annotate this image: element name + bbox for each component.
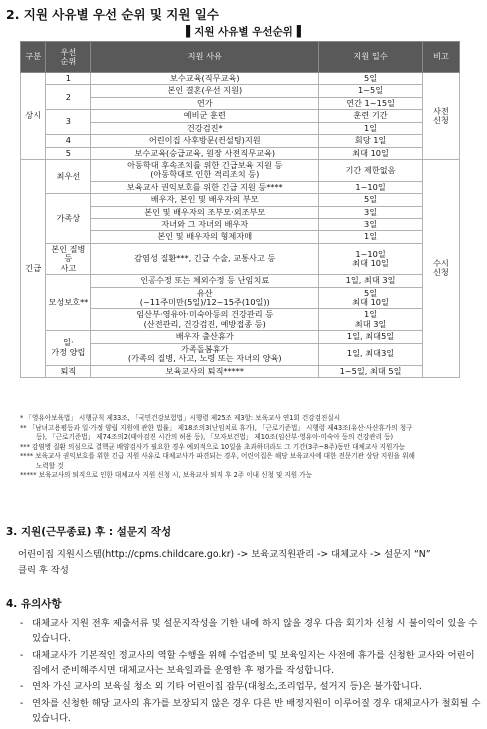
header-category: 구분 — [21, 42, 46, 73]
days-cell: 기간 제한없음 — [319, 159, 423, 181]
table-row — [21, 365, 460, 377]
days-cell: 1일, 최대5일 — [319, 331, 423, 343]
section3-heading: 3. 지원(근무종료) 후 : 설문지 작성 — [6, 526, 172, 538]
days-cell: 1일 최대 3일 — [319, 309, 423, 331]
days-cell: 회당 1일 — [319, 135, 423, 147]
section2-heading: 2. 지원 사유별 우선 순위 및 지원 일수 — [6, 7, 219, 22]
footnote: ***** 보육교사의 퇴직으로 인한 대체교사 지원 신청 시, 보육교사 퇴직 후 2주 이내 신청 및 지원 가능 — [20, 471, 312, 480]
footnotes — [20, 414, 480, 481]
days-cell: 1~5일, 최대 5일 — [319, 365, 423, 377]
reason-cell: 본인 및 배우자의 조부모·외조부모 — [91, 206, 319, 218]
category-resign: 퇴직 — [46, 365, 91, 377]
caution-list — [16, 616, 482, 727]
note-any-time: 수시 신청 — [422, 159, 459, 377]
reason-cell: 유산 (~11주미만(5일)/12~15주(10일)) — [91, 287, 319, 309]
table-row — [21, 73, 460, 85]
reason-cell: 보육교사 권익보호를 위한 긴급 지원 등**** — [91, 181, 319, 193]
days-cell: 3일 — [319, 219, 423, 231]
days-cell: 1일, 최대3일 — [319, 343, 423, 365]
rank-cell: 5 — [46, 147, 91, 159]
rank-cell: 4 — [46, 135, 91, 147]
reason-cell: 예비군 훈련 — [91, 110, 319, 122]
table-row — [21, 275, 460, 287]
reason-cell: 인공수정 또는 체외수정 등 난임치료 — [91, 275, 319, 287]
list-item: - 대체교사 지원 전후 제출서류 및 설문지작성을 기한 내에 하지 않을 경우 다음 회기차 신청 시 불이익이 있을 수 있습니다. — [16, 616, 482, 647]
rank-cell: 2 — [46, 85, 91, 110]
days-cell: 5일 — [319, 73, 423, 85]
note-post-apply: 사전 신청 — [422, 73, 459, 160]
reason-cell: 어린이집 사후방문(컨설팅)지원 — [91, 135, 319, 147]
table-row — [21, 159, 460, 181]
header-note: 비고 — [422, 42, 459, 73]
section4-heading: 4. 유의사항 — [6, 598, 62, 610]
reason-cell: 자녀와 그 자녀의 배우자 — [91, 219, 319, 231]
days-cell: 훈련 기간 — [319, 110, 423, 122]
days-cell: 1일, 최대 3일 — [319, 275, 423, 287]
footnote: **** 보육교사 권익보호를 위한 긴급 지원 사유로 대체교사가 파견되는 경우, 어린이집은 해당 보육교사에 대한 전문기관 상담 지원을 위해 — [20, 452, 415, 461]
footnote: * 「영유아보육법」 시행규칙 제33조, 「국민건강보험법」시행령 제25조 제3항: 보육교사 연1회 건강검진실시 — [20, 414, 341, 422]
reason-cell: 보수교육(승급교육, 원장 사전직무교육) — [91, 147, 319, 159]
reason-cell: 연가 — [91, 97, 319, 109]
days-cell: 1일 — [319, 231, 423, 243]
reason-cell: 임산부·영유아·미숙아등의 건강관리 등 (산전관리, 건강검진, 예방접종 등) — [91, 309, 319, 331]
table-row — [21, 147, 460, 159]
table-row — [21, 110, 460, 122]
table-row — [21, 331, 460, 343]
reason-cell: 보수교육(직무교육) — [91, 73, 319, 85]
days-cell: 3일 — [319, 206, 423, 218]
days-cell: 연간 1~15일 — [319, 97, 423, 109]
reason-cell: 아동학대 후속조치를 위한 긴급보육 지원 등 (아동학대로 인한 격리조치 등) — [91, 159, 319, 181]
survey-instructions — [18, 547, 478, 579]
days-cell: 1~10일 — [319, 181, 423, 193]
days-cell: 최대 10일 — [319, 147, 423, 159]
reason-cell: 배우자 출산휴가 — [91, 331, 319, 343]
header-rank: 우선 순위 — [46, 42, 91, 73]
category-maternity: 모성보호** — [46, 275, 91, 331]
header-days: 지원 일수 — [319, 42, 423, 73]
reason-cell: 보육교사의 퇴직***** — [91, 365, 319, 377]
table-caption: ▌지원 사유별 우선순위▐ — [186, 26, 301, 38]
category-family: 가족상 — [46, 194, 91, 244]
group-urgent: 긴급 — [21, 159, 46, 377]
reason-cell: 감염성 질환***, 긴급 수술, 교통사고 등 — [91, 243, 319, 274]
group-regular: 상시 — [21, 73, 46, 160]
reason-cell: 건강검진* — [91, 122, 319, 134]
days-cell: 5일 — [319, 194, 423, 206]
rank-cell: 1 — [46, 73, 91, 85]
table-row — [21, 85, 460, 97]
reason-cell: 가족돌봄휴가 (가족의 질병, 사고, 노령 또는 자녀의 양육) — [91, 343, 319, 365]
table-row — [21, 243, 460, 274]
list-item: - 대체교사가 기본적인 정교사의 역할 수행을 위해 수업준비 및 보육일지는 사전에 휴가를 신청한 교사와 어린이집에서 준비해주시면 대체교사는 보육일과를 운영한 후 평가를 작성합니다. — [16, 648, 482, 679]
table-row — [21, 135, 460, 147]
days-cell: 1~10일 최대 10일 — [319, 243, 423, 274]
reason-cell: 본인 결혼(우선 지원) — [91, 85, 319, 97]
days-cell: 1일 — [319, 122, 423, 134]
days-cell: 5일 최대 10일 — [319, 287, 423, 309]
list-item: - 연차를 신청한 해당 교사의 휴가를 보장되지 않은 경우 다른 반 배정지원이 이루어질 경우 대체교사가 철회될 수 있습니다. — [16, 696, 482, 727]
category-illness: 본인 질병 등 사고 — [46, 243, 91, 274]
table-header-row — [21, 42, 460, 73]
table-row — [21, 194, 460, 206]
survey-click-line: 클릭 후 작성 — [18, 564, 69, 576]
category-top-priority: 최우선 — [46, 159, 91, 193]
reason-cell: 본인 및 배우자의 형제자매 — [91, 231, 319, 243]
header-reason: 지원 사유 — [91, 42, 319, 73]
priority-table — [20, 41, 460, 378]
footnote: 노력할 것 — [36, 461, 64, 470]
category-work-family: 일· 가정 양립 — [46, 331, 91, 365]
footnote: 등), 「근로기준법」 제74조의2(태아검진 시간의 허용 등), 「모자보건법」 제10조(임산부·영유아·미숙아 등의 건강관리 등) — [36, 433, 394, 442]
rank-cell: 3 — [46, 110, 91, 135]
survey-path-line: 어린이집 지원시스템(http://cpms.childcare.go.kr) -> 보육교직원관리 -> 대체교사 -> 설문지 “N” — [18, 549, 431, 560]
footnote: ** 「남녀고용평등과 일·가정 양립 지원에 관한 법률」 제18조의3(난임치료 휴가), 「근로기준법」 시행령 제43조(유산·사산휴가의 청구 — [20, 423, 413, 432]
reason-cell: 배우자, 본인 및 배우자의 부모 — [91, 194, 319, 206]
list-item: - 연차 가신 교사의 보육실 청소 외 기타 어린이집 잡무(대청소,조리업무, 설거지 등)은 불가합니다. — [16, 679, 482, 694]
days-cell: 1~5일 — [319, 85, 423, 97]
footnote: *** 감염병 질환 의심으로 결핵균 배양검사가 필요한 경우 예외적으로 10일을 초과하더라도 그 기간(3주~8주)동안 대체교사 지원가능 — [20, 442, 406, 451]
